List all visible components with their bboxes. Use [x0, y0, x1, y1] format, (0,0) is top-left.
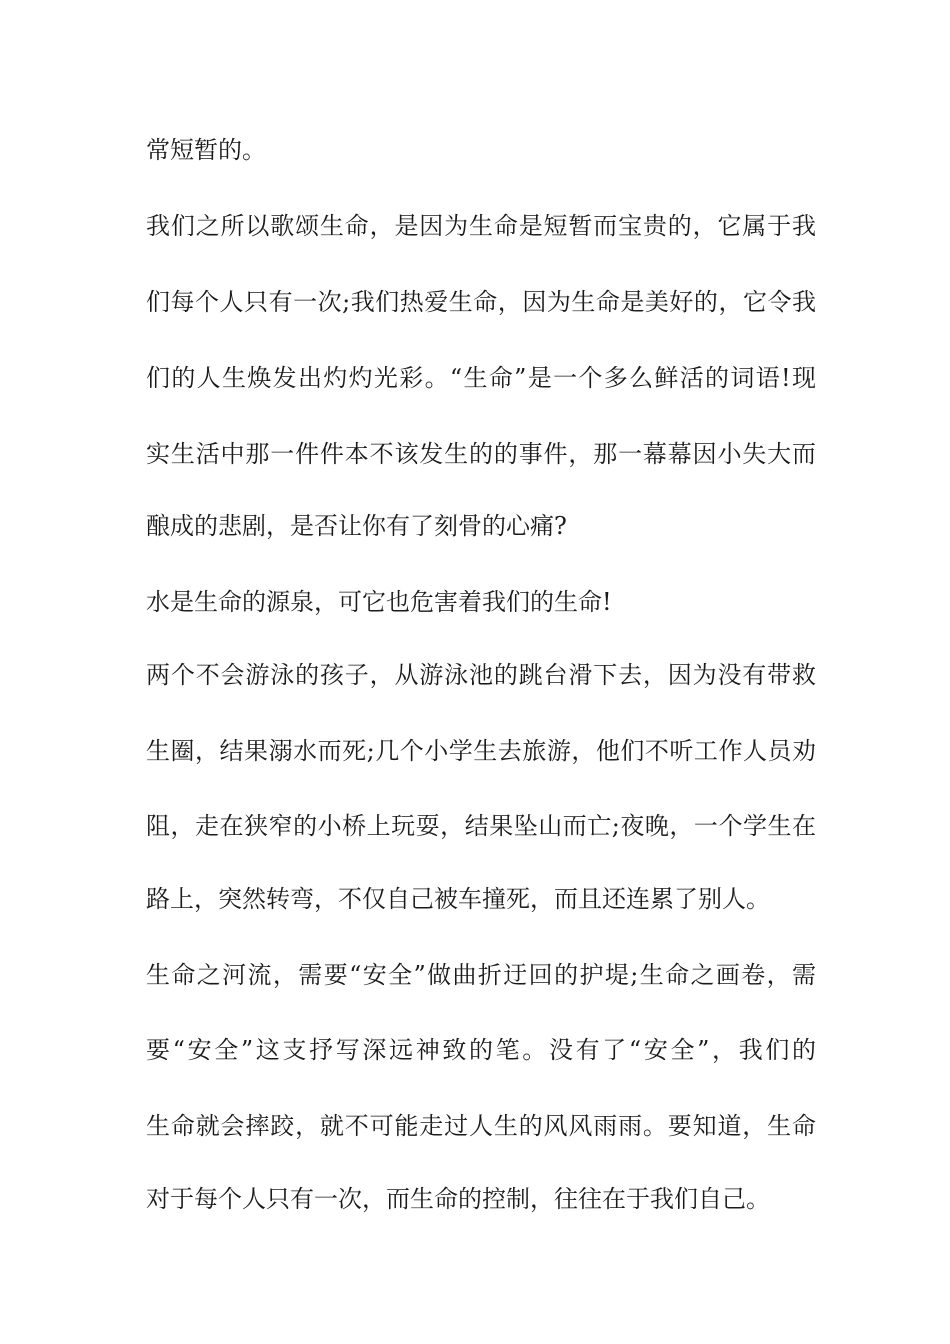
text-line: 路上，突然转弯，不仅自己被车撞死，而且还连累了别人。 [146, 885, 770, 913]
text-line: 们的人生焕发出灼灼光彩。“生命”是一个多么鲜活的词语!现 [146, 364, 816, 392]
text-line: 生命之河流，需要“安全”做曲折迂回的护堤;生命之画卷，需 [146, 961, 816, 989]
text-line: 常短暂的。 [146, 136, 266, 164]
text-line: 水是生命的源泉，可它也危害着我们的生命! [146, 588, 612, 616]
text-line: 阻，走在狭窄的小桥上玩耍，结果坠山而亡;夜晚，一个学生在 [146, 812, 816, 840]
text-line: 实生活中那一件件本不该发生的的事件，那一幕幕因小失大而 [146, 440, 816, 468]
text-line: 对于每个人只有一次，而生命的控制，往往在于我们自己。 [146, 1185, 770, 1213]
text-line: 两个不会游泳的孩子，从游泳池的跳台滑下去，因为没有带救 [146, 661, 816, 689]
text-line: 生圈，结果溺水而死;几个小学生去旅游，他们不听工作人员劝 [146, 737, 816, 765]
text-line: 要“安全”这支抒写深远神致的笔。没有了“安全”，我们的 [146, 1036, 816, 1064]
text-line: 我们之所以歌颂生命，是因为生命是短暂而宝贵的，它属于我 [146, 212, 816, 240]
text-line: 生命就会摔跤，就不可能走过人生的风风雨雨。要知道，生命 [146, 1112, 816, 1140]
text-line: 们每个人只有一次;我们热爱生命，因为生命是美好的，它令我 [146, 288, 816, 316]
text-line: 酿成的悲剧，是否让你有了刻骨的心痛? [146, 512, 567, 540]
